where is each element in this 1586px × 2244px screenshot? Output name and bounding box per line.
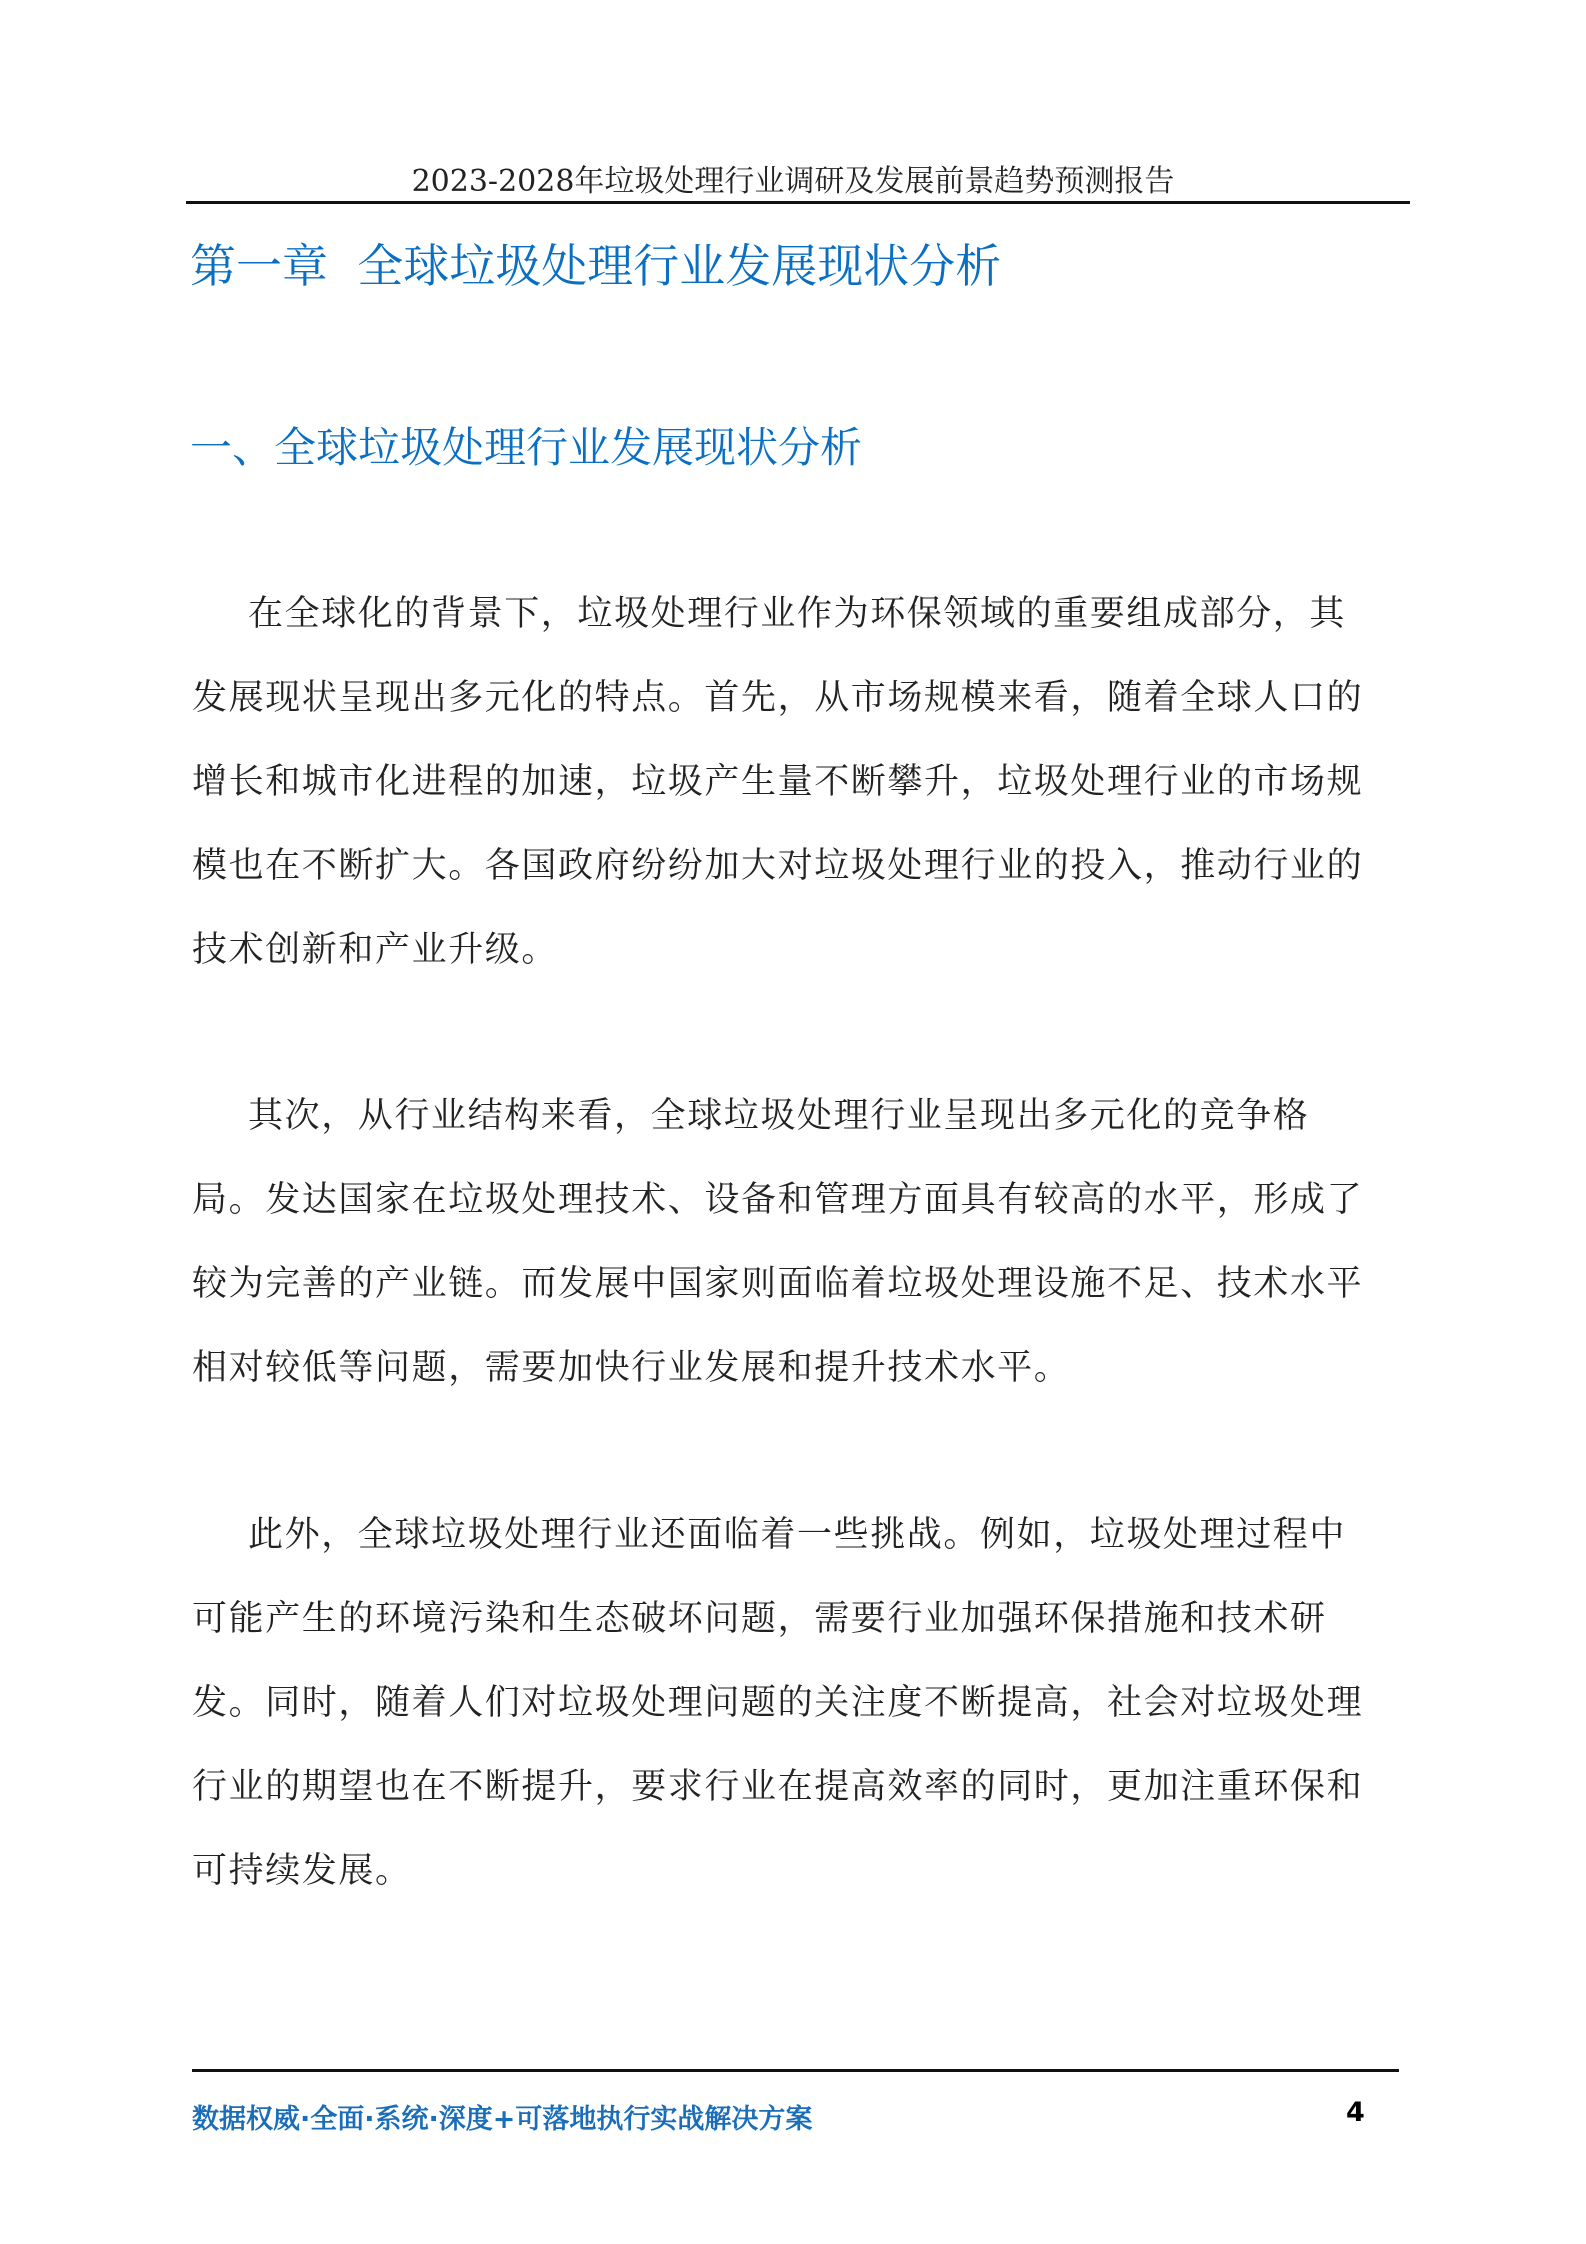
text-line: 可持续发展。 xyxy=(192,1851,412,1891)
header-divider xyxy=(186,201,1410,204)
section-title: 一、全球垃圾处理行业发展现状分析 xyxy=(190,423,863,472)
running-header: 2023-2028年垃圾处理行业调研及发展前景趋势预测报告 xyxy=(411,164,1175,199)
text-line: 发。同时，随着人们对垃圾处理问题的关注度不断提高，社会对垃圾处理 xyxy=(192,1683,1364,1723)
text-line: 相对较低等问题，需要加快行业发展和提升技术水平。 xyxy=(192,1348,1071,1388)
text-line: 可能产生的环境污染和生态破坏问题，需要行业加强环保措施和技术研 xyxy=(192,1599,1327,1639)
footer-slogan: 数据权威·全面·系统·深度+可落地执行实战解决方案 xyxy=(192,2104,813,2135)
text-line: 技术创新和产业升级。 xyxy=(192,930,559,970)
paragraph-1 xyxy=(192,594,1402,1014)
text-line: 在全球化的背景下，垃圾处理行业作为环保领域的重要组成部分，其 xyxy=(248,594,1347,634)
text-line: 模也在不断扩大。各国政府纷纷加大对垃圾处理行业的投入，推动行业的 xyxy=(192,846,1364,886)
text-line: 其次，从行业结构来看，全球垃圾处理行业呈现出多元化的竞争格 xyxy=(248,1096,1310,1136)
footer-divider xyxy=(192,2069,1399,2072)
text-line: 较为完善的产业链。而发展中国家则面临着垃圾处理设施不足、技术水平 xyxy=(192,1264,1364,1304)
page-number: 4 xyxy=(1346,2097,1365,2128)
chapter-title: 第一章 全球垃圾处理行业发展现状分析 xyxy=(190,239,1002,293)
paragraph-3 xyxy=(192,1515,1402,1935)
text-line: 局。发达国家在垃圾处理技术、设备和管理方面具有较高的水平，形成了 xyxy=(192,1180,1364,1220)
text-line: 发展现状呈现出多元化的特点。首先，从市场规模来看，随着全球人口的 xyxy=(192,678,1364,718)
text-line: 增长和城市化进程的加速，垃圾产生量不断攀升，垃圾处理行业的市场规 xyxy=(192,762,1364,802)
text-line: 行业的期望也在不断提升，要求行业在提高效率的同时，更加注重环保和 xyxy=(192,1767,1364,1807)
paragraph-2 xyxy=(192,1096,1402,1432)
text-line: 此外，全球垃圾处理行业还面临着一些挑战。例如，垃圾处理过程中 xyxy=(248,1515,1347,1555)
